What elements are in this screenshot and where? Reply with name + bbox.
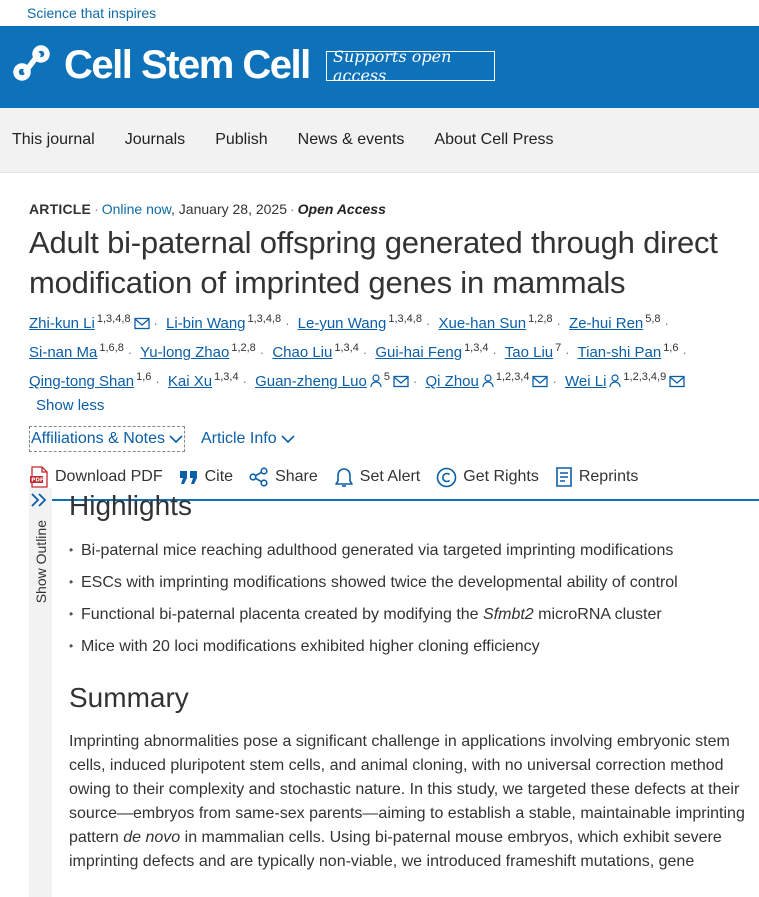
affiliations-notes-toggle[interactable]	[29, 426, 185, 452]
author-item	[166, 315, 281, 332]
author-separator: ·	[155, 374, 160, 389]
main-nav	[0, 108, 759, 173]
cite-label: Cite	[204, 468, 234, 485]
author-name-link[interactable]: Qi Zhou	[425, 373, 479, 390]
author-affiliation-refs: 1,6	[663, 342, 679, 354]
author-item	[375, 344, 488, 361]
author-item	[505, 344, 562, 361]
author-name-link[interactable]: Yu-long Zhao	[140, 344, 230, 361]
share-button[interactable]	[249, 467, 318, 487]
publication-date: , January 28, 2025	[171, 201, 287, 217]
author-affiliation-refs: 5,8	[645, 313, 661, 325]
chevron-down-icon	[281, 434, 295, 444]
bell-icon	[334, 466, 354, 488]
pdf-icon	[29, 466, 49, 488]
copyright-icon	[436, 467, 457, 488]
email-icon[interactable]	[532, 375, 548, 388]
author-item	[438, 315, 552, 332]
gene-name: Sfmbt2	[483, 606, 534, 623]
author-item	[168, 373, 239, 390]
author-affiliation-refs: 1,6,8	[99, 342, 124, 354]
author-separator: ·	[565, 345, 570, 360]
author-name-link[interactable]: Le-yun Wang	[297, 315, 387, 332]
meta-separator: ·	[290, 201, 295, 217]
highlight-text: Functional bi-paternal placenta created by modifying the	[81, 606, 484, 623]
email-icon[interactable]	[393, 375, 409, 388]
double-chevron-right-icon	[30, 493, 48, 507]
author-affiliation-refs: 7	[555, 342, 562, 354]
author-affiliation-refs: 1,3,4,8	[96, 313, 131, 325]
highlights-heading: Highlights	[69, 490, 192, 521]
online-now-link[interactable]: Online now	[101, 201, 172, 217]
document-icon	[555, 466, 573, 488]
highlight-item: • Mice with 20 loci modifications exhibited higher cloning efficiency	[69, 638, 749, 655]
author-separator: ·	[682, 345, 687, 360]
open-access-label: Open Access	[297, 201, 386, 217]
top-bar	[0, 0, 759, 26]
reprints-label: Reprints	[578, 468, 639, 485]
title-line-1: Adult bi-paternal offspring generated through direct	[29, 225, 718, 260]
person-icon	[370, 374, 382, 388]
cell-press-logo-icon	[13, 44, 51, 82]
nav-news-events[interactable]: News & events	[297, 131, 405, 148]
author-separator: ·	[664, 316, 669, 331]
author-name-link[interactable]: Si-nan Ma	[29, 344, 98, 361]
author-affiliation-refs: 1,2,3,4	[495, 371, 530, 383]
highlight-item: • ESCs with imprinting modifications showed twice the developmental ability of control	[69, 574, 749, 591]
svg-text:PDF: PDF	[31, 477, 44, 484]
author-item	[29, 373, 151, 390]
article-meta	[29, 201, 759, 217]
article-body	[69, 490, 749, 874]
author-item	[578, 344, 679, 361]
author-separator: ·	[362, 345, 368, 360]
title-line-2: modification of imprinted genes in mammals	[29, 265, 626, 300]
show-outline-panel[interactable]	[29, 488, 52, 897]
share-icon	[249, 467, 269, 487]
author-item	[29, 344, 124, 361]
summary-text	[69, 730, 759, 874]
affiliations-label: Affiliations & Notes	[31, 430, 165, 447]
email-icon[interactable]	[669, 375, 685, 388]
nav-journals[interactable]: Journals	[124, 131, 186, 148]
author-item	[569, 315, 661, 332]
author-affiliation-refs: 1,3,4	[214, 371, 239, 383]
summary-body: Imprinting abnormalities pose a significant challenge in applications involving embryonic stem cells, induced pluripotent stem cells, and animal cloning, with no universal correction method owing to their complexity and stochastic nature. In this study, we targeted these defects at their source—embryos from same-sex parents—aiming to establish a stable, maintainable imprinting pattern	[69, 733, 745, 846]
article-content	[29, 172, 759, 870]
article-type: ARTICLE	[29, 201, 92, 217]
share-label: Share	[275, 468, 318, 485]
nav-this-journal[interactable]: This journal	[12, 131, 95, 148]
article-tabs	[29, 426, 759, 452]
summary-body: in mammalian cells. Using bi-paternal mouse embryos, which exhibit severe imprinting defects and are typically non-viable, we introduced frameshift mutations, gene	[69, 829, 722, 870]
author-separator: ·	[552, 374, 557, 389]
email-icon[interactable]	[134, 317, 150, 330]
quote-icon	[179, 469, 199, 485]
set-alert-button[interactable]	[334, 466, 420, 488]
get-rights-label: Get Rights	[463, 468, 539, 485]
person-icon	[482, 374, 494, 388]
nav-about-cell-press[interactable]: About Cell Press	[434, 131, 554, 148]
article-info-toggle[interactable]	[201, 430, 295, 448]
author-list	[29, 307, 759, 418]
author-separator: ·	[259, 345, 265, 360]
person-icon	[609, 374, 621, 388]
highlights-list	[69, 542, 749, 655]
author-separator: ·	[127, 345, 133, 360]
author-affiliation-refs: 1,3,4,8	[388, 313, 422, 325]
author-item	[298, 315, 422, 332]
author-name-link[interactable]: Xue-han Sun	[438, 315, 527, 332]
author-item	[425, 373, 548, 390]
author-name-link[interactable]: Li-bin Wang	[166, 315, 246, 332]
summary-heading: Summary	[69, 682, 189, 713]
author-affiliation-refs: 1,3,4,8	[247, 313, 282, 325]
author-separator: ·	[425, 316, 431, 331]
show-less-link[interactable]: Show less	[36, 397, 105, 414]
get-rights-button[interactable]	[436, 467, 539, 488]
author-separator: ·	[242, 374, 247, 389]
cite-button[interactable]	[179, 468, 233, 486]
article-info-label: Article Info	[201, 430, 277, 447]
highlight-item	[69, 606, 749, 623]
highlight-item: • Bi-paternal mice reaching adulthood generated via targeted imprinting modifications	[69, 542, 749, 559]
article-title	[29, 223, 759, 303]
nav-publish[interactable]: Publish	[215, 131, 268, 148]
author-separator: ·	[556, 316, 561, 331]
author-affiliation-refs: 1,2,3,4,9	[623, 371, 667, 383]
show-outline-label: Show Outline	[33, 520, 49, 604]
author-name-link[interactable]: Gui-hai Feng	[375, 344, 463, 361]
author-separator: ·	[285, 316, 290, 331]
author-separator: ·	[153, 316, 158, 331]
download-pdf-button[interactable]	[29, 466, 163, 488]
chevron-down-icon	[169, 434, 183, 444]
journal-brand[interactable]: Cell Stem Cell	[64, 43, 310, 87]
author-separator: ·	[492, 345, 497, 360]
author-affiliation-refs: 1,2,8	[231, 342, 256, 354]
author-name-link[interactable]: Zhi-kun Li	[29, 315, 95, 332]
author-affiliation-refs: 1,2,8	[528, 313, 553, 325]
author-name-link[interactable]: Tao Liu	[504, 344, 554, 361]
highlight-text: microRNA cluster	[533, 606, 662, 623]
author-name-link[interactable]: Guan-zheng Luo	[255, 373, 367, 390]
author-affiliation-refs: 1,3,4	[464, 342, 489, 354]
author-name-link[interactable]: Tian-shi Pan	[577, 344, 662, 361]
cell-press-logo[interactable]	[13, 44, 51, 82]
author-name-link[interactable]: Ze-hui Ren	[569, 315, 644, 332]
reprints-button[interactable]	[555, 466, 639, 488]
author-affiliation-refs: 5	[383, 371, 390, 383]
author-affiliation-refs: 1,3,4	[334, 342, 359, 354]
author-name-link[interactable]: Qing-tong Shan	[29, 373, 135, 390]
summary-emphasis: de novo	[123, 829, 181, 846]
author-name-link[interactable]: Chao Liu	[272, 344, 333, 361]
author-item	[272, 344, 359, 361]
open-access-badge[interactable]: Supports open access	[326, 51, 495, 81]
author-separator: ·	[412, 374, 418, 389]
author-name-link[interactable]: Kai Xu	[167, 373, 213, 390]
author-item	[565, 373, 685, 390]
author-item	[140, 344, 256, 361]
author-item	[29, 315, 150, 332]
journal-header	[0, 26, 759, 108]
author-item	[255, 373, 409, 390]
set-alert-label: Set Alert	[359, 468, 421, 485]
author-affiliation-refs: 1,6	[136, 371, 152, 383]
tagline-link[interactable]: Science that inspires	[27, 5, 157, 21]
author-name-link[interactable]: Wei Li	[565, 373, 607, 390]
download-pdf-label: Download PDF	[55, 468, 163, 485]
meta-separator: ·	[94, 201, 99, 217]
article-actions	[29, 464, 759, 490]
